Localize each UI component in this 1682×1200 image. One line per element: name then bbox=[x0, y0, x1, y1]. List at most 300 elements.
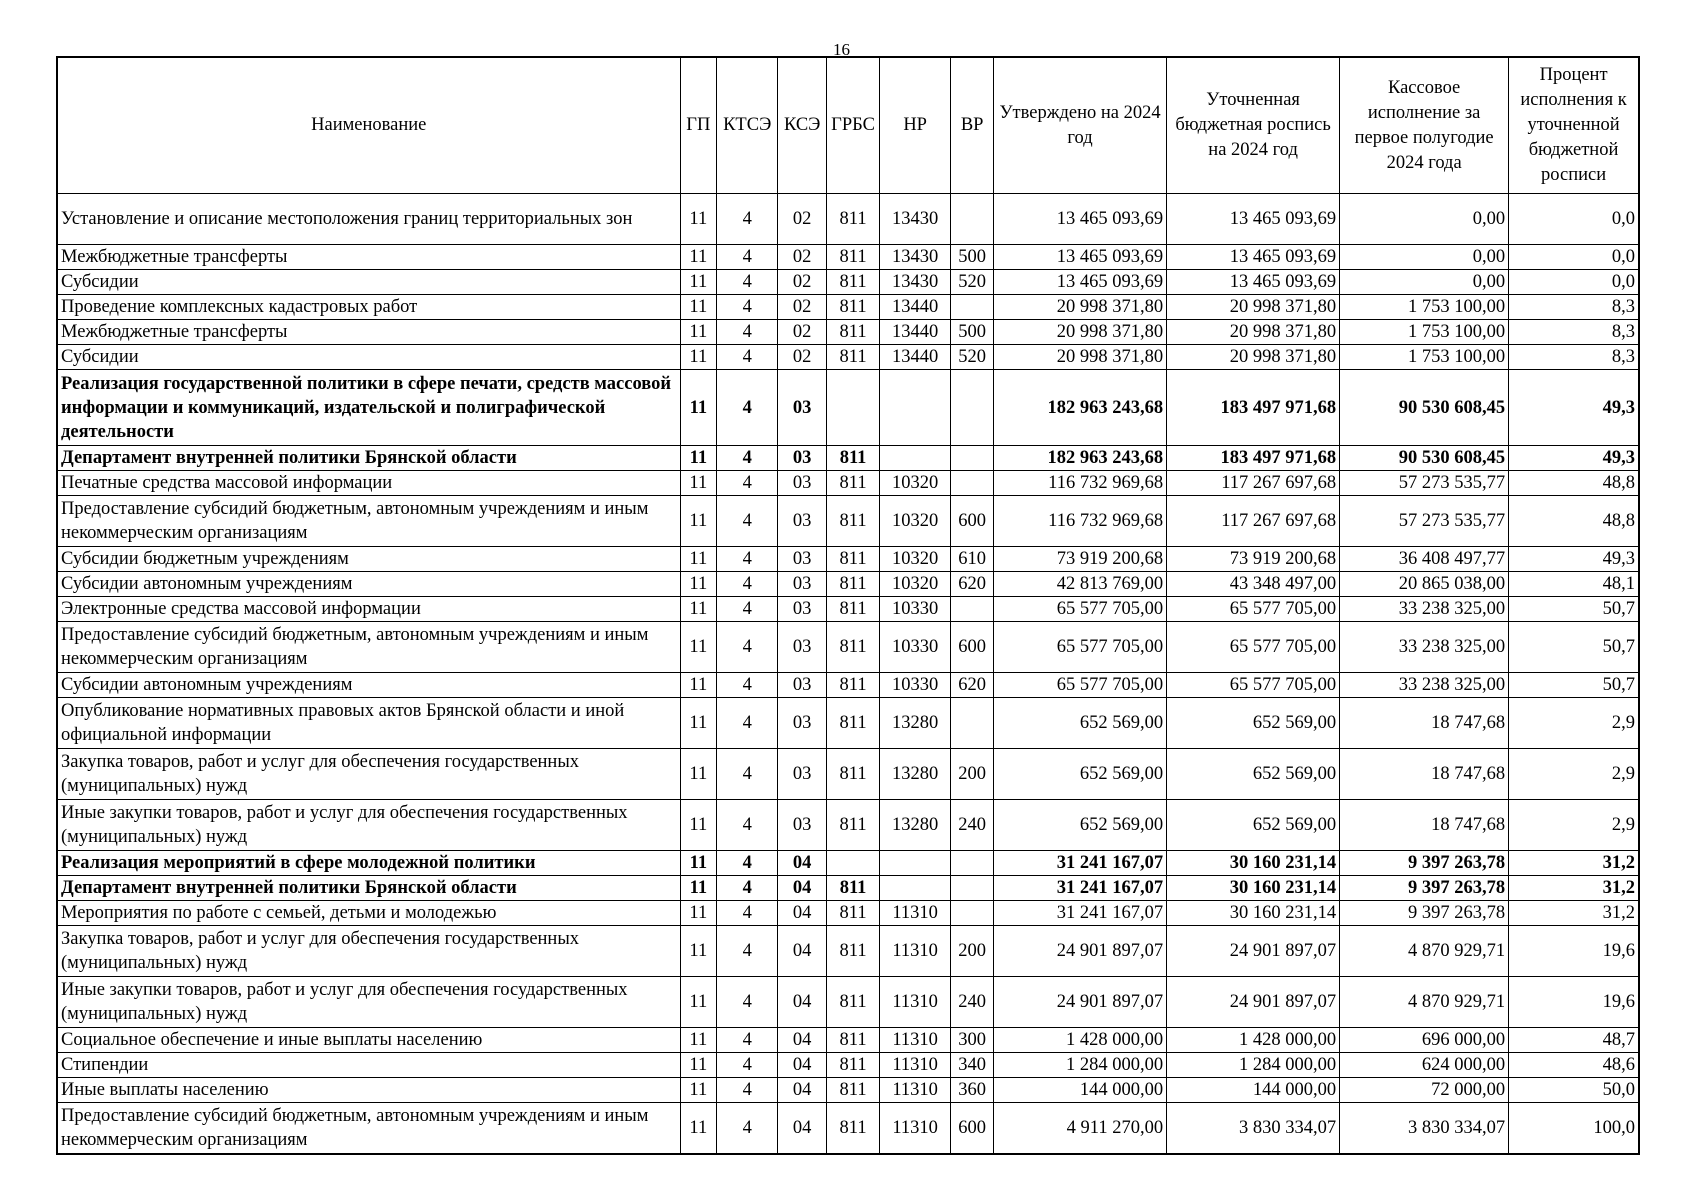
cell-name: Реализация государственной политики в сфере печати, средств массовой информации и коммуникаций, издательской и полиграфической деятельности bbox=[57, 370, 680, 446]
cell-kse: 04 bbox=[778, 1028, 827, 1053]
cell-grbs: 811 bbox=[827, 698, 880, 749]
cell-nr: 10320 bbox=[880, 572, 951, 597]
cell-kse: 03 bbox=[778, 673, 827, 698]
cell-nr: 11310 bbox=[880, 1103, 951, 1155]
cell-vr bbox=[951, 597, 994, 622]
cell-kse: 04 bbox=[778, 851, 827, 876]
cell-approved: 652 569,00 bbox=[994, 698, 1167, 749]
cell-gp: 11 bbox=[680, 1028, 717, 1053]
cell-grbs bbox=[827, 370, 880, 446]
cell-refined: 20 998 371,80 bbox=[1167, 295, 1340, 320]
cell-name: Субсидии bbox=[57, 270, 680, 295]
cell-percent: 48,6 bbox=[1509, 1053, 1639, 1078]
cell-vr: 500 bbox=[951, 245, 994, 270]
cell-gp: 11 bbox=[680, 749, 717, 800]
cell-name: Субсидии bbox=[57, 345, 680, 370]
cell-nr: 11310 bbox=[880, 1053, 951, 1078]
cell-refined: 183 497 971,68 bbox=[1167, 370, 1340, 446]
table-row bbox=[57, 698, 1639, 749]
cell-refined: 117 267 697,68 bbox=[1167, 496, 1340, 547]
cell-ktse: 4 bbox=[717, 547, 778, 572]
cell-nr: 10320 bbox=[880, 547, 951, 572]
cell-approved: 13 465 093,69 bbox=[994, 194, 1167, 245]
cell-ktse: 4 bbox=[717, 345, 778, 370]
cell-percent: 31,2 bbox=[1509, 876, 1639, 901]
cell-kse: 04 bbox=[778, 1103, 827, 1155]
cell-name: Установление и описание местоположения границ территориальных зон bbox=[57, 194, 680, 245]
table-row bbox=[57, 622, 1639, 673]
table-row bbox=[57, 370, 1639, 446]
cell-vr: 620 bbox=[951, 673, 994, 698]
cell-ktse: 4 bbox=[717, 295, 778, 320]
table-row bbox=[57, 800, 1639, 851]
cell-vr: 200 bbox=[951, 749, 994, 800]
cell-approved: 65 577 705,00 bbox=[994, 673, 1167, 698]
cell-name: Иные закупки товаров, работ и услуг для обеспечения государственных (муниципальных) нужд bbox=[57, 800, 680, 851]
cell-vr: 340 bbox=[951, 1053, 994, 1078]
cell-nr bbox=[880, 370, 951, 446]
cell-gp: 11 bbox=[680, 345, 717, 370]
cell-executed: 57 273 535,77 bbox=[1340, 496, 1509, 547]
cell-ktse: 4 bbox=[717, 471, 778, 496]
cell-vr: 360 bbox=[951, 1078, 994, 1103]
cell-vr bbox=[951, 876, 994, 901]
cell-approved: 20 998 371,80 bbox=[994, 345, 1167, 370]
cell-percent: 50,7 bbox=[1509, 622, 1639, 673]
cell-executed: 20 865 038,00 bbox=[1340, 572, 1509, 597]
cell-vr bbox=[951, 901, 994, 926]
cell-nr bbox=[880, 851, 951, 876]
table-row bbox=[57, 1053, 1639, 1078]
cell-ktse: 4 bbox=[717, 749, 778, 800]
cell-approved: 31 241 167,07 bbox=[994, 876, 1167, 901]
cell-nr: 13430 bbox=[880, 245, 951, 270]
cell-name: Департамент внутренней политики Брянской области bbox=[57, 876, 680, 901]
cell-grbs: 811 bbox=[827, 901, 880, 926]
cell-nr: 11310 bbox=[880, 977, 951, 1028]
cell-ktse: 4 bbox=[717, 1103, 778, 1155]
cell-kse: 03 bbox=[778, 496, 827, 547]
cell-kse: 02 bbox=[778, 194, 827, 245]
cell-ktse: 4 bbox=[717, 496, 778, 547]
table-row bbox=[57, 270, 1639, 295]
table-row bbox=[57, 572, 1639, 597]
cell-gp: 11 bbox=[680, 547, 717, 572]
cell-nr: 13440 bbox=[880, 345, 951, 370]
table-row bbox=[57, 295, 1639, 320]
cell-percent: 0,0 bbox=[1509, 245, 1639, 270]
table-row bbox=[57, 901, 1639, 926]
header-ktse: КТСЭ bbox=[717, 57, 778, 194]
cell-percent: 8,3 bbox=[1509, 345, 1639, 370]
cell-grbs: 811 bbox=[827, 622, 880, 673]
cell-vr: 620 bbox=[951, 572, 994, 597]
header-kse: КСЭ bbox=[778, 57, 827, 194]
cell-percent: 50,7 bbox=[1509, 673, 1639, 698]
cell-refined: 652 569,00 bbox=[1167, 800, 1340, 851]
header-grbs: ГРБС bbox=[827, 57, 880, 194]
cell-grbs bbox=[827, 851, 880, 876]
cell-ktse: 4 bbox=[717, 446, 778, 471]
table-row bbox=[57, 673, 1639, 698]
cell-kse: 03 bbox=[778, 698, 827, 749]
cell-executed: 624 000,00 bbox=[1340, 1053, 1509, 1078]
cell-nr: 11310 bbox=[880, 901, 951, 926]
cell-approved: 13 465 093,69 bbox=[994, 245, 1167, 270]
cell-approved: 116 732 969,68 bbox=[994, 471, 1167, 496]
cell-approved: 1 428 000,00 bbox=[994, 1028, 1167, 1053]
cell-kse: 04 bbox=[778, 1078, 827, 1103]
cell-executed: 33 238 325,00 bbox=[1340, 622, 1509, 673]
cell-gp: 11 bbox=[680, 320, 717, 345]
cell-kse: 03 bbox=[778, 547, 827, 572]
cell-name: Проведение комплексных кадастровых работ bbox=[57, 295, 680, 320]
table-row bbox=[57, 245, 1639, 270]
cell-gp: 11 bbox=[680, 1053, 717, 1078]
cell-gp: 11 bbox=[680, 622, 717, 673]
cell-refined: 65 577 705,00 bbox=[1167, 622, 1340, 673]
cell-grbs: 811 bbox=[827, 1028, 880, 1053]
cell-executed: 9 397 263,78 bbox=[1340, 851, 1509, 876]
cell-grbs: 811 bbox=[827, 245, 880, 270]
cell-nr: 13440 bbox=[880, 320, 951, 345]
cell-nr bbox=[880, 876, 951, 901]
cell-name: Закупка товаров, работ и услуг для обеспечения государственных (муниципальных) нужд bbox=[57, 749, 680, 800]
cell-ktse: 4 bbox=[717, 597, 778, 622]
cell-approved: 1 284 000,00 bbox=[994, 1053, 1167, 1078]
cell-kse: 02 bbox=[778, 245, 827, 270]
cell-ktse: 4 bbox=[717, 977, 778, 1028]
cell-nr: 13430 bbox=[880, 270, 951, 295]
cell-vr: 500 bbox=[951, 320, 994, 345]
cell-executed: 33 238 325,00 bbox=[1340, 597, 1509, 622]
cell-nr bbox=[880, 446, 951, 471]
cell-percent: 0,0 bbox=[1509, 270, 1639, 295]
cell-ktse: 4 bbox=[717, 1053, 778, 1078]
cell-refined: 20 998 371,80 bbox=[1167, 320, 1340, 345]
cell-ktse: 4 bbox=[717, 876, 778, 901]
cell-executed: 1 753 100,00 bbox=[1340, 295, 1509, 320]
cell-name: Социальное обеспечение и иные выплаты населению bbox=[57, 1028, 680, 1053]
cell-ktse: 4 bbox=[717, 194, 778, 245]
cell-gp: 11 bbox=[680, 851, 717, 876]
cell-refined: 24 901 897,07 bbox=[1167, 926, 1340, 977]
cell-approved: 13 465 093,69 bbox=[994, 270, 1167, 295]
cell-percent: 2,9 bbox=[1509, 749, 1639, 800]
cell-grbs: 811 bbox=[827, 977, 880, 1028]
table-row bbox=[57, 597, 1639, 622]
cell-nr: 13430 bbox=[880, 194, 951, 245]
table-row bbox=[57, 1028, 1639, 1053]
cell-ktse: 4 bbox=[717, 572, 778, 597]
cell-refined: 43 348 497,00 bbox=[1167, 572, 1340, 597]
cell-ktse: 4 bbox=[717, 1028, 778, 1053]
cell-ktse: 4 bbox=[717, 673, 778, 698]
cell-vr bbox=[951, 194, 994, 245]
cell-kse: 02 bbox=[778, 270, 827, 295]
table-header-row bbox=[57, 57, 1639, 194]
cell-executed: 18 747,68 bbox=[1340, 749, 1509, 800]
cell-percent: 31,2 bbox=[1509, 901, 1639, 926]
cell-refined: 1 428 000,00 bbox=[1167, 1028, 1340, 1053]
cell-name: Предоставление субсидий бюджетным, автономным учреждениям и иным некоммерческим организациям bbox=[57, 622, 680, 673]
cell-gp: 11 bbox=[680, 270, 717, 295]
cell-nr: 10330 bbox=[880, 673, 951, 698]
cell-approved: 144 000,00 bbox=[994, 1078, 1167, 1103]
cell-grbs: 811 bbox=[827, 547, 880, 572]
cell-vr bbox=[951, 295, 994, 320]
cell-grbs: 811 bbox=[827, 446, 880, 471]
cell-refined: 30 160 231,14 bbox=[1167, 851, 1340, 876]
cell-gp: 11 bbox=[680, 901, 717, 926]
cell-vr bbox=[951, 851, 994, 876]
cell-refined: 20 998 371,80 bbox=[1167, 345, 1340, 370]
cell-executed: 0,00 bbox=[1340, 270, 1509, 295]
cell-grbs: 811 bbox=[827, 1103, 880, 1155]
cell-ktse: 4 bbox=[717, 320, 778, 345]
cell-executed: 33 238 325,00 bbox=[1340, 673, 1509, 698]
cell-gp: 11 bbox=[680, 370, 717, 446]
cell-gp: 11 bbox=[680, 1078, 717, 1103]
cell-approved: 20 998 371,80 bbox=[994, 295, 1167, 320]
cell-kse: 03 bbox=[778, 597, 827, 622]
header-executed: Кассовое исполнение за первое полугодие 2024 года bbox=[1340, 57, 1509, 194]
cell-approved: 652 569,00 bbox=[994, 800, 1167, 851]
table-row bbox=[57, 496, 1639, 547]
cell-grbs: 811 bbox=[827, 876, 880, 901]
cell-vr: 610 bbox=[951, 547, 994, 572]
cell-nr: 10320 bbox=[880, 471, 951, 496]
cell-grbs: 811 bbox=[827, 194, 880, 245]
cell-refined: 652 569,00 bbox=[1167, 749, 1340, 800]
cell-gp: 11 bbox=[680, 194, 717, 245]
cell-ktse: 4 bbox=[717, 926, 778, 977]
cell-name: Субсидии бюджетным учреждениям bbox=[57, 547, 680, 572]
cell-vr bbox=[951, 446, 994, 471]
cell-name: Электронные средства массовой информации bbox=[57, 597, 680, 622]
cell-executed: 18 747,68 bbox=[1340, 800, 1509, 851]
cell-name: Иные закупки товаров, работ и услуг для обеспечения государственных (муниципальных) нужд bbox=[57, 977, 680, 1028]
cell-nr: 10330 bbox=[880, 622, 951, 673]
table-row bbox=[57, 194, 1639, 245]
cell-vr: 600 bbox=[951, 1103, 994, 1155]
cell-percent: 19,6 bbox=[1509, 977, 1639, 1028]
cell-grbs: 811 bbox=[827, 471, 880, 496]
cell-executed: 18 747,68 bbox=[1340, 698, 1509, 749]
cell-grbs: 811 bbox=[827, 597, 880, 622]
header-gp: ГП bbox=[680, 57, 717, 194]
cell-vr: 240 bbox=[951, 800, 994, 851]
header-approved: Утверждено на 2024 год bbox=[994, 57, 1167, 194]
table-row bbox=[57, 977, 1639, 1028]
table-row bbox=[57, 471, 1639, 496]
cell-grbs: 811 bbox=[827, 1078, 880, 1103]
cell-percent: 50,7 bbox=[1509, 597, 1639, 622]
cell-name: Стипендии bbox=[57, 1053, 680, 1078]
cell-percent: 48,8 bbox=[1509, 471, 1639, 496]
table-body bbox=[57, 194, 1639, 1155]
cell-refined: 65 577 705,00 bbox=[1167, 597, 1340, 622]
cell-name: Мероприятия по работе с семьей, детьми и молодежью bbox=[57, 901, 680, 926]
cell-grbs: 811 bbox=[827, 320, 880, 345]
cell-gp: 11 bbox=[680, 496, 717, 547]
cell-nr: 11310 bbox=[880, 1078, 951, 1103]
cell-refined: 117 267 697,68 bbox=[1167, 471, 1340, 496]
cell-approved: 182 963 243,68 bbox=[994, 370, 1167, 446]
cell-name: Предоставление субсидий бюджетным, автономным учреждениям и иным некоммерческим организациям bbox=[57, 1103, 680, 1155]
cell-refined: 30 160 231,14 bbox=[1167, 901, 1340, 926]
cell-gp: 11 bbox=[680, 800, 717, 851]
cell-percent: 31,2 bbox=[1509, 851, 1639, 876]
cell-approved: 20 998 371,80 bbox=[994, 320, 1167, 345]
cell-percent: 2,9 bbox=[1509, 698, 1639, 749]
cell-gp: 11 bbox=[680, 926, 717, 977]
cell-grbs: 811 bbox=[827, 345, 880, 370]
cell-refined: 144 000,00 bbox=[1167, 1078, 1340, 1103]
cell-nr: 11310 bbox=[880, 1028, 951, 1053]
cell-nr: 10320 bbox=[880, 496, 951, 547]
cell-kse: 02 bbox=[778, 295, 827, 320]
cell-gp: 11 bbox=[680, 471, 717, 496]
cell-vr bbox=[951, 698, 994, 749]
cell-ktse: 4 bbox=[717, 800, 778, 851]
cell-name: Субсидии автономным учреждениям bbox=[57, 572, 680, 597]
cell-refined: 183 497 971,68 bbox=[1167, 446, 1340, 471]
cell-vr: 240 bbox=[951, 977, 994, 1028]
cell-kse: 04 bbox=[778, 1053, 827, 1078]
cell-ktse: 4 bbox=[717, 370, 778, 446]
cell-grbs: 811 bbox=[827, 749, 880, 800]
cell-refined: 652 569,00 bbox=[1167, 698, 1340, 749]
cell-gp: 11 bbox=[680, 698, 717, 749]
table-row bbox=[57, 547, 1639, 572]
cell-vr: 300 bbox=[951, 1028, 994, 1053]
cell-nr: 13440 bbox=[880, 295, 951, 320]
cell-kse: 03 bbox=[778, 471, 827, 496]
cell-gp: 11 bbox=[680, 1103, 717, 1155]
cell-gp: 11 bbox=[680, 572, 717, 597]
cell-vr: 520 bbox=[951, 345, 994, 370]
cell-vr: 520 bbox=[951, 270, 994, 295]
cell-ktse: 4 bbox=[717, 270, 778, 295]
cell-nr: 13280 bbox=[880, 749, 951, 800]
cell-approved: 24 901 897,07 bbox=[994, 926, 1167, 977]
header-nr: НР bbox=[880, 57, 951, 194]
cell-refined: 65 577 705,00 bbox=[1167, 673, 1340, 698]
cell-kse: 03 bbox=[778, 622, 827, 673]
cell-approved: 42 813 769,00 bbox=[994, 572, 1167, 597]
cell-kse: 03 bbox=[778, 572, 827, 597]
cell-kse: 03 bbox=[778, 800, 827, 851]
cell-name: Печатные средства массовой информации bbox=[57, 471, 680, 496]
cell-approved: 65 577 705,00 bbox=[994, 622, 1167, 673]
cell-vr: 600 bbox=[951, 622, 994, 673]
cell-gp: 11 bbox=[680, 295, 717, 320]
cell-percent: 0,0 bbox=[1509, 194, 1639, 245]
cell-refined: 13 465 093,69 bbox=[1167, 270, 1340, 295]
cell-name: Субсидии автономным учреждениям bbox=[57, 673, 680, 698]
header-percent: Процент исполнения к уточненной бюджетной росписи bbox=[1509, 57, 1639, 194]
table-row bbox=[57, 926, 1639, 977]
cell-executed: 3 830 334,07 bbox=[1340, 1103, 1509, 1155]
cell-name: Иные выплаты населению bbox=[57, 1078, 680, 1103]
cell-refined: 73 919 200,68 bbox=[1167, 547, 1340, 572]
cell-kse: 04 bbox=[778, 926, 827, 977]
cell-percent: 49,3 bbox=[1509, 370, 1639, 446]
cell-refined: 1 284 000,00 bbox=[1167, 1053, 1340, 1078]
cell-ktse: 4 bbox=[717, 622, 778, 673]
cell-approved: 24 901 897,07 bbox=[994, 977, 1167, 1028]
cell-gp: 11 bbox=[680, 673, 717, 698]
cell-name: Предоставление субсидий бюджетным, автономным учреждениям и иным некоммерческим организациям bbox=[57, 496, 680, 547]
cell-nr: 11310 bbox=[880, 926, 951, 977]
cell-vr: 600 bbox=[951, 496, 994, 547]
cell-name: Межбюджетные трансферты bbox=[57, 320, 680, 345]
cell-executed: 696 000,00 bbox=[1340, 1028, 1509, 1053]
cell-gp: 11 bbox=[680, 876, 717, 901]
cell-nr: 13280 bbox=[880, 698, 951, 749]
cell-nr: 10330 bbox=[880, 597, 951, 622]
table-row bbox=[57, 1078, 1639, 1103]
cell-vr: 200 bbox=[951, 926, 994, 977]
cell-percent: 8,3 bbox=[1509, 320, 1639, 345]
cell-approved: 73 919 200,68 bbox=[994, 547, 1167, 572]
cell-refined: 24 901 897,07 bbox=[1167, 977, 1340, 1028]
cell-kse: 03 bbox=[778, 370, 827, 446]
cell-nr: 13280 bbox=[880, 800, 951, 851]
cell-executed: 0,00 bbox=[1340, 245, 1509, 270]
cell-gp: 11 bbox=[680, 597, 717, 622]
page-number: 16 bbox=[833, 40, 850, 59]
cell-executed: 9 397 263,78 bbox=[1340, 901, 1509, 926]
cell-name: Закупка товаров, работ и услуг для обеспечения государственных (муниципальных) нужд bbox=[57, 926, 680, 977]
cell-refined: 30 160 231,14 bbox=[1167, 876, 1340, 901]
table-row bbox=[57, 876, 1639, 901]
cell-grbs: 811 bbox=[827, 1053, 880, 1078]
cell-kse: 02 bbox=[778, 320, 827, 345]
cell-executed: 90 530 608,45 bbox=[1340, 446, 1509, 471]
cell-ktse: 4 bbox=[717, 851, 778, 876]
cell-executed: 4 870 929,71 bbox=[1340, 977, 1509, 1028]
table-row bbox=[57, 446, 1639, 471]
cell-kse: 04 bbox=[778, 901, 827, 926]
cell-percent: 50,0 bbox=[1509, 1078, 1639, 1103]
cell-percent: 100,0 bbox=[1509, 1103, 1639, 1155]
cell-kse: 03 bbox=[778, 446, 827, 471]
cell-vr bbox=[951, 471, 994, 496]
cell-approved: 31 241 167,07 bbox=[994, 851, 1167, 876]
header-name: Наименование bbox=[57, 57, 680, 194]
cell-executed: 72 000,00 bbox=[1340, 1078, 1509, 1103]
cell-executed: 0,00 bbox=[1340, 194, 1509, 245]
cell-refined: 13 465 093,69 bbox=[1167, 245, 1340, 270]
cell-ktse: 4 bbox=[717, 1078, 778, 1103]
table-row bbox=[57, 345, 1639, 370]
cell-approved: 4 911 270,00 bbox=[994, 1103, 1167, 1155]
cell-percent: 49,3 bbox=[1509, 446, 1639, 471]
cell-vr bbox=[951, 370, 994, 446]
cell-gp: 11 bbox=[680, 245, 717, 270]
cell-grbs: 811 bbox=[827, 496, 880, 547]
table-row bbox=[57, 320, 1639, 345]
cell-approved: 65 577 705,00 bbox=[994, 597, 1167, 622]
cell-approved: 182 963 243,68 bbox=[994, 446, 1167, 471]
cell-executed: 90 530 608,45 bbox=[1340, 370, 1509, 446]
cell-approved: 116 732 969,68 bbox=[994, 496, 1167, 547]
cell-gp: 11 bbox=[680, 977, 717, 1028]
cell-kse: 04 bbox=[778, 977, 827, 1028]
cell-grbs: 811 bbox=[827, 926, 880, 977]
